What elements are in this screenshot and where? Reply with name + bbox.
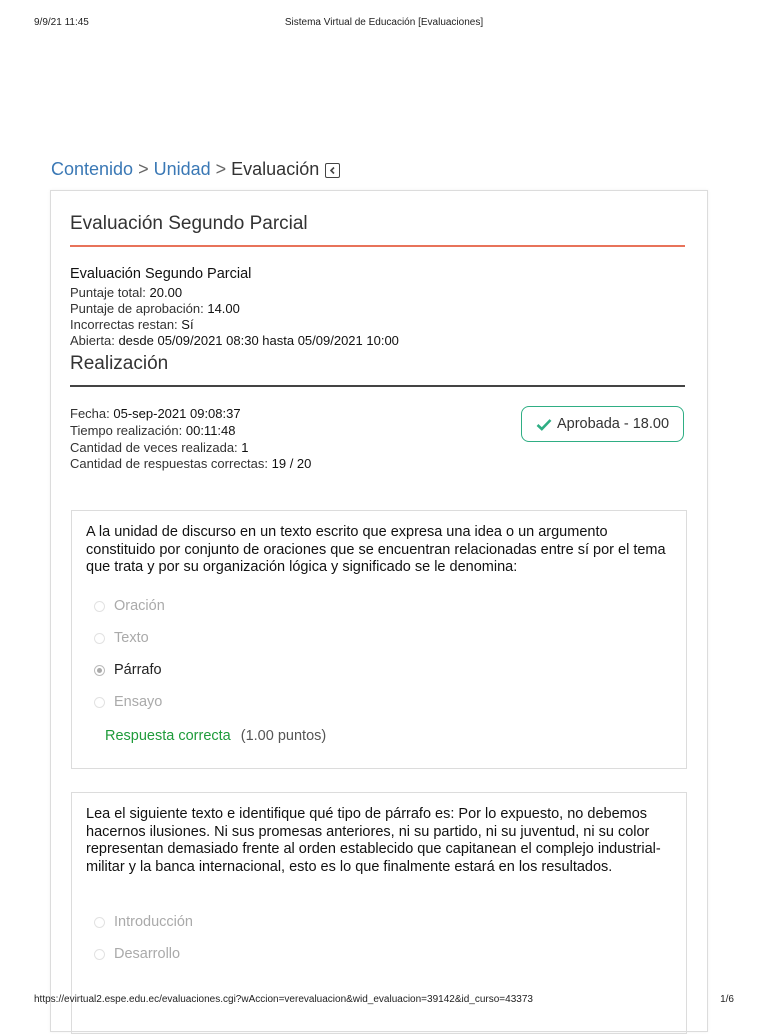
status-badge [521,406,684,442]
incorrect-value: Sí [181,317,194,332]
pass-score-label: Puntaje de aprobación: [70,301,204,316]
option-label: Introducción [114,914,193,930]
answer-option-selected[interactable] [94,662,162,678]
answer-option[interactable] [94,694,162,710]
time-label: Tiempo realización: [70,423,183,438]
print-url: https://evirtual2.espe.edu.ec/evaluaciones.cgi?wAccion=verevaluacion&wid_evaluacion=39142&id_curso=43373 [34,994,533,1005]
total-score-value: 20.00 [149,285,183,300]
title-divider [70,245,685,247]
time-value: 00:11:48 [185,423,236,438]
radio-button[interactable] [94,917,105,928]
breadcrumb-separator: > [138,159,149,179]
answer-option[interactable] [94,630,149,646]
radio-button[interactable] [94,633,105,644]
answer-option[interactable] [94,598,165,614]
pass-score-row [70,301,240,317]
breadcrumb-separator: > [215,159,227,179]
back-icon[interactable] [325,163,340,178]
times-label: Cantidad de veces realizada: [70,440,238,455]
correct-label: Cantidad de respuestas correctas: [70,456,268,471]
total-score-row [70,285,182,301]
radio-button-checked[interactable] [94,665,105,676]
pass-score-value: 14.00 [207,301,240,316]
option-label: Oración [114,598,165,614]
print-date: 9/9/21 11:45 [34,17,89,28]
date-label: Fecha: [70,406,110,421]
breadcrumb-contenido[interactable]: Contenido [51,159,134,179]
page-number: 1/6 [720,994,734,1005]
answer-option[interactable] [94,914,193,930]
open-label: Abierta: [70,333,115,348]
option-label: Desarrollo [114,946,181,962]
feedback-points: (1.00 puntos) [240,728,327,744]
breadcrumb [51,159,340,180]
incorrect-label: Incorrectas restan: [70,317,178,332]
open-row [70,333,399,349]
date-row [70,406,241,422]
option-label: Párrafo [114,662,162,678]
question-text: A la unidad de discurso en un texto escrito que expresa una idea o un argumento constituido por conjunto de oraciones que se encuentran relacionadas entre sí por el tema que trata y por su organización lógica y significado se le denomina: [86,524,666,575]
incorrect-row [70,317,194,333]
breadcrumb-current: Evaluación [231,159,320,179]
times-value: 1 [241,440,249,455]
time-row [70,423,236,439]
evaluation-title: Evaluación Segundo Parcial [70,213,308,234]
correct-row [70,456,311,472]
print-title: Sistema Virtual de Educación [Evaluaciones] [284,17,484,28]
correct-value: 19 / 20 [271,456,312,471]
evaluation-name: Evaluación Segundo Parcial [70,266,252,282]
radio-button[interactable] [94,949,105,960]
feedback-correct: Respuesta correcta [105,728,231,744]
date-value: 05-sep-2021 09:08:37 [113,406,241,421]
radio-button[interactable] [94,697,105,708]
times-row [70,440,249,456]
realization-divider [70,385,685,387]
question-text: Lea el siguiente texto e identifique qué tipo de párrafo es: Por lo expuesto, no debemos hacernos ilusiones. Ni sus promesas anteriores, ni su partido, ni su juventud, ni su color representan demasiado frente al orden establecido que capitanean el complejo industrial-militar y la banca internacional, esto es lo que finalmente estará en los resultados. [86,806,661,875]
status-badge-label: Aprobada - 18.00 [556,416,670,432]
option-label: Texto [114,630,149,646]
open-value: desde 05/09/2021 08:30 hasta 05/09/2021 10:00 [118,333,399,348]
realization-title: Realización [70,353,169,374]
answer-feedback [105,728,326,744]
radio-button[interactable] [94,601,105,612]
total-score-label: Puntaje total: [70,285,146,300]
option-label: Ensayo [114,694,163,710]
breadcrumb-unidad[interactable]: Unidad [153,159,211,179]
answer-option[interactable] [94,946,180,962]
check-icon [536,418,552,431]
